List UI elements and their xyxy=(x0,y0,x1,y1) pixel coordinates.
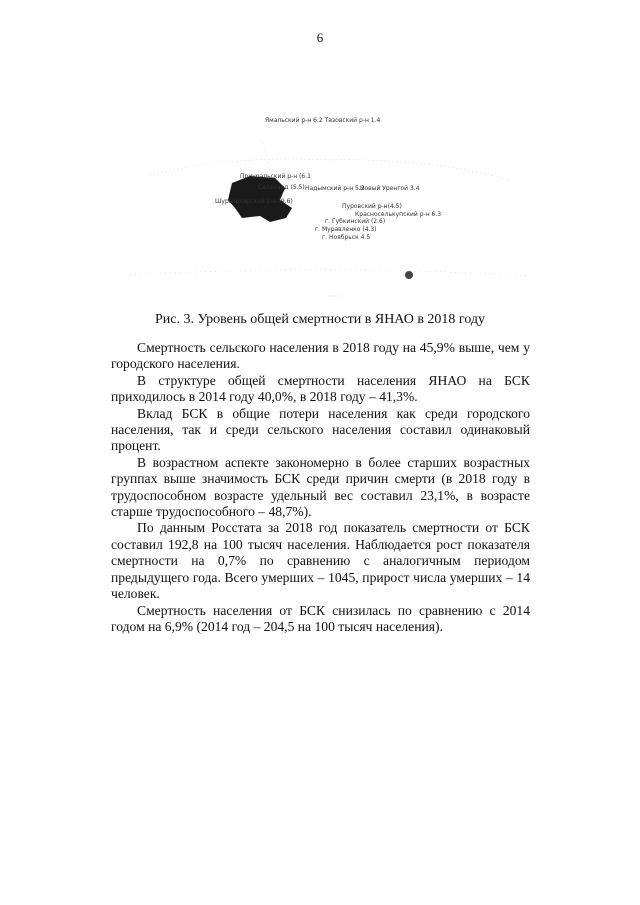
map-label-8: г. Ноябрьск 4.5 xyxy=(322,234,371,241)
map-label-10: Шурышкарский р-н (9.6) xyxy=(215,198,293,205)
page-number: 6 xyxy=(316,30,324,45)
map-dot-east xyxy=(405,271,413,279)
map-label-4: Пуровский р-н(4.5) xyxy=(342,203,402,210)
map-label-9: Новый Уренгой 3.4 xyxy=(360,185,420,192)
map-label-3: Надымский р-н 5.2 xyxy=(305,185,365,192)
figure-caption: Рис. 3. Уровень общей смертности в ЯНАО в 2018 году xyxy=(154,312,486,327)
region-map-graphic xyxy=(110,100,550,305)
region-map xyxy=(110,100,550,305)
map-label-2: Салехард (5.5) xyxy=(258,184,305,191)
paragraph: Смертность сельского населения в 2018 году на 45,9% выше, чем у городского населения. xyxy=(111,340,530,372)
paragraph: В возрастном аспекте закономерно в более старших возрастных группах выше значимость БСК среди причин смерти (в 2018 году в трудоспособном возрасте удельный вес составил 23,1%, в возрасте старше трудоспособного – 48,7%). xyxy=(111,454,530,520)
paragraph: Смертность населения от БСК снизилась по сравнению с 2014 годом на 6,9% (2014 год – 204,5 на 100 тысяч населения). xyxy=(111,602,530,634)
paragraph: Вклад БСК в общие потери населения как среди городского населения, так и среди сельского населения составил одинаковый процент. xyxy=(111,405,530,454)
map-label-6: г. Губкинский (2.6) xyxy=(325,218,386,225)
body-text xyxy=(111,340,530,635)
map-label-5: Красноселькупский р-н 6.3 xyxy=(355,211,442,218)
paragraph: По данным Росстата за 2018 год показатель смертности от БСК составил 192,8 на 100 тысяч населения. Наблюдается рост показателя смертности на 0,7% по сравнению с аналогичным периодом предыдущего года. Всего умерших – 1045, прирост числа умерших – 14 человек. xyxy=(111,520,530,602)
map-label-top: Ямальский р-н 6.2 Тазовский р-н 1.4 xyxy=(265,117,381,124)
map-label-1: Приуральский р-н (6.1 xyxy=(240,173,311,180)
paragraph: В структуре общей смертности населения ЯНАО на БСК приходилось в 2014 году 40,0%, в 2018 году – 41,3%. xyxy=(111,372,530,405)
map-label-7: г. Муравленко (4.3) xyxy=(315,226,377,233)
